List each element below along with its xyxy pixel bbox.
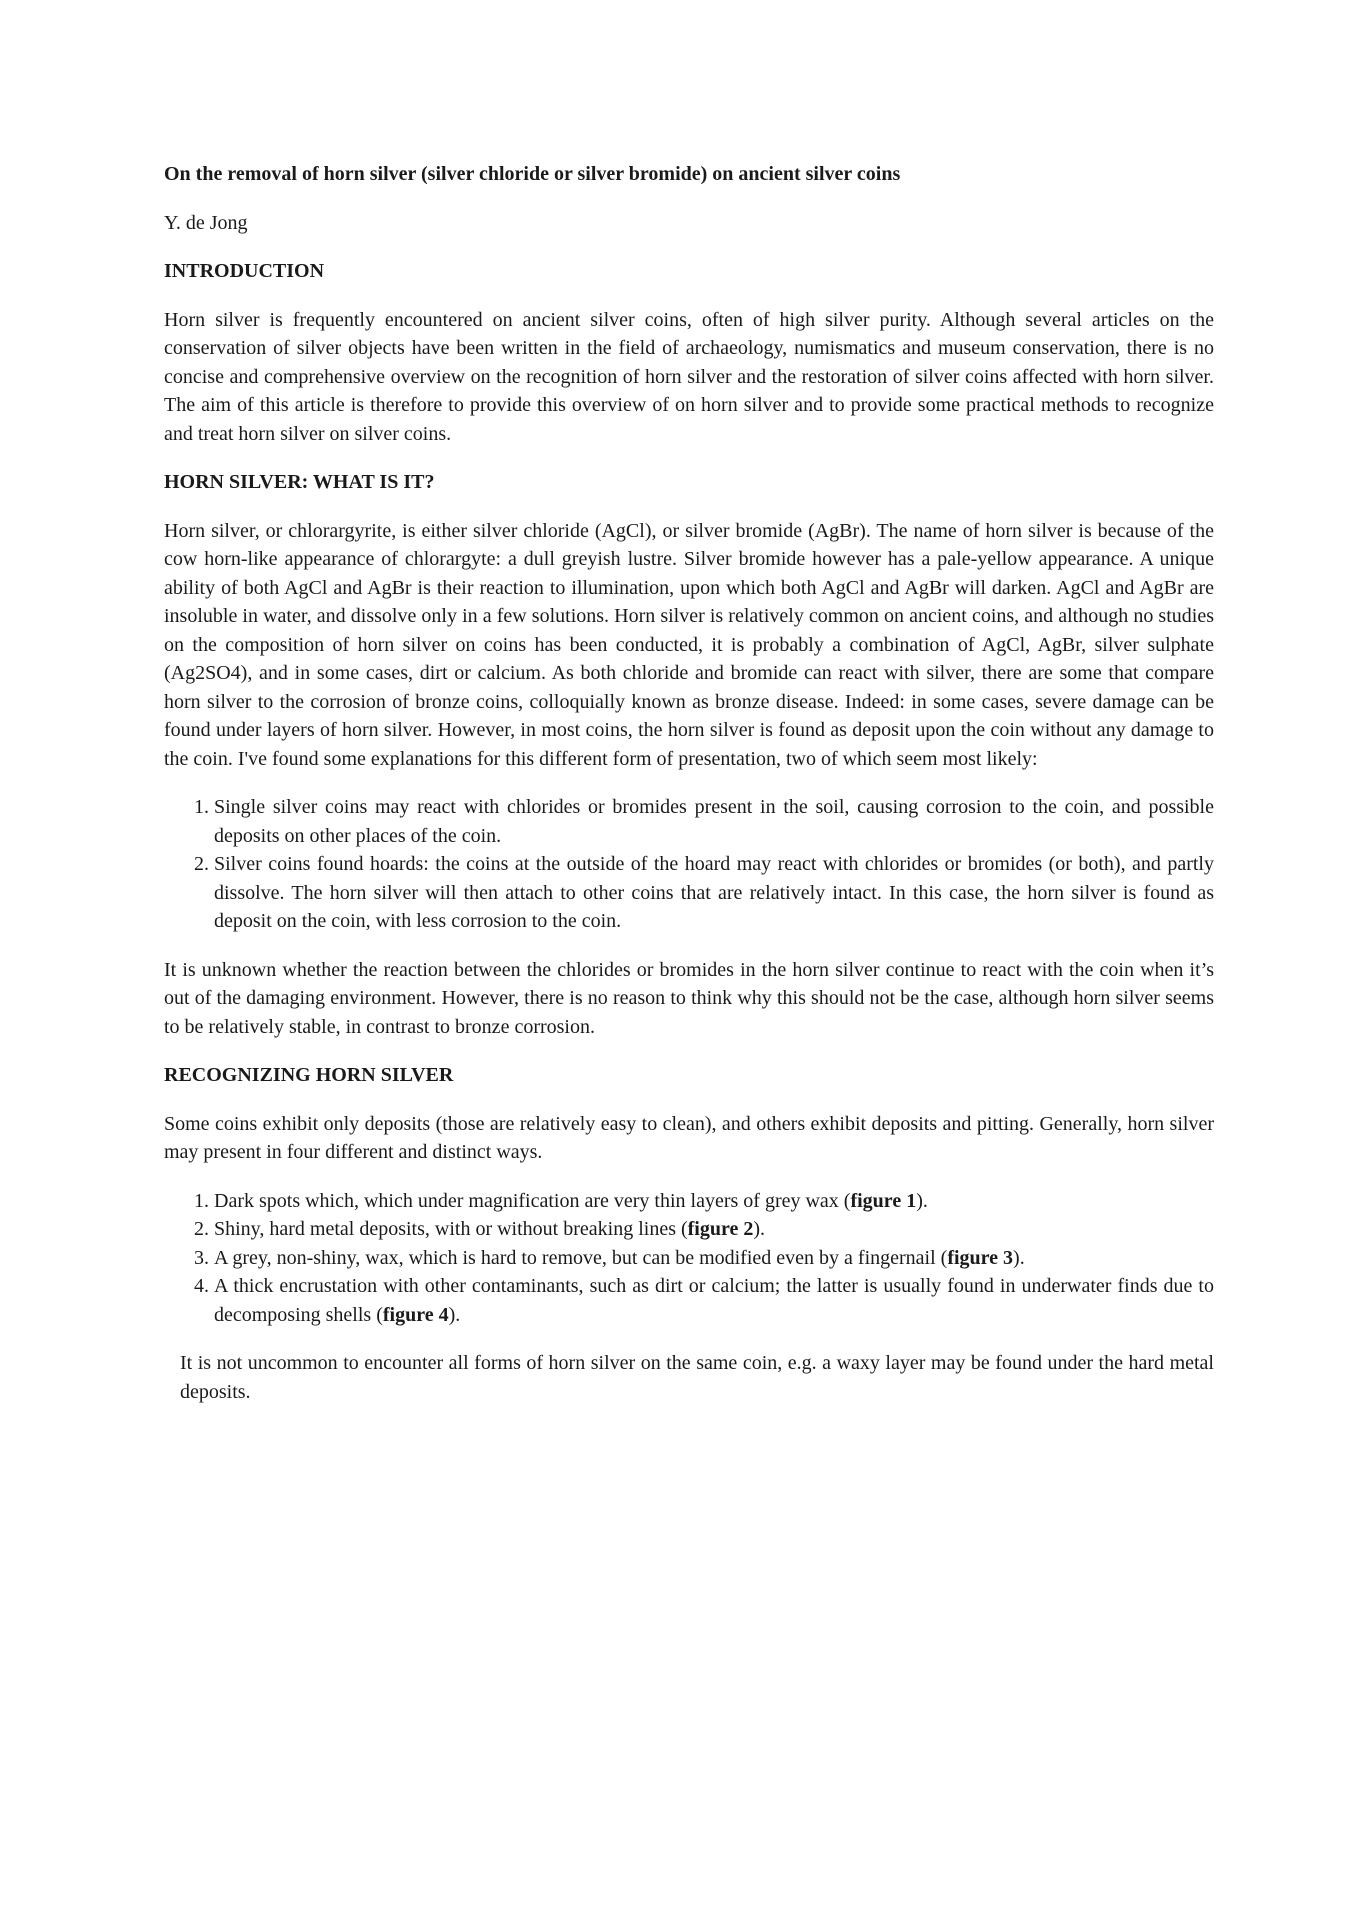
figure-reference: figure 1 [850, 1189, 917, 1212]
forms-list [164, 1187, 1214, 1330]
list-item [214, 1187, 1214, 1216]
list-item-end: ). [1013, 1246, 1025, 1269]
list-item-text: A grey, non-shiny, wax, which is hard to remove, but can be modified even by a fingernail ( [214, 1246, 948, 1269]
list-item-text: Dark spots which, which under magnification are very thin layers of grey wax ( [214, 1189, 851, 1212]
introduction-paragraph: Horn silver is frequently encountered on ancient silver coins, often of high silver purity. Although several articles on the conservation of silver objects have been written in the field of archaeology, numismatics and museum conservation, there is no concise and comprehensive overview on the recognition of horn silver and the restoration of silver coins affected with horn silver. The aim of this article is therefore to provide this overview of on horn silver and to provide some practical methods to recognize and treat horn silver on silver coins. [164, 308, 1214, 445]
figure-reference: figure 4 [382, 1303, 449, 1326]
list-item: 2. Silver coins found hoards: the coins at the outside of the hoard may react with chlorides or bromides (or both), and partly dissolve. The horn silver will then attach to other coins that are relatively intact. In this case, the horn silver is found as deposit on the coin, with less corrosion to the coin. [214, 850, 1214, 936]
list-item [214, 1215, 1214, 1244]
section-heading-recognizing: RECOGNIZING HORN SILVER [164, 1064, 454, 1086]
document-page [164, 160, 1214, 1426]
after-list-paragraph: It is unknown whether the reaction between the chlorides or bromides in the horn silver continue to react with the coin when it’s out of the damaging environment. However, there is no reason to think why this should not be the case, although horn silver seems to be relatively stable, in contrast to bronze corrosion. [164, 958, 1214, 1038]
document-title: On the removal of horn silver (silver chloride or silver bromide) on ancient silver coins [164, 163, 901, 185]
list-item-end: ). [448, 1303, 461, 1326]
section-heading-introduction: INTRODUCTION [164, 260, 325, 282]
figure-reference: figure 3 [947, 1246, 1014, 1269]
list-item-text: A thick encrustation with other contaminants, such as dirt or calcium; the latter is usually found in underwater finds due to decomposing shells ( [214, 1275, 1214, 1326]
list-item [214, 1244, 1214, 1273]
what-is-it-paragraph: Horn silver, or chlorargyrite, is either silver chloride (AgCl), or silver bromide (AgBr). The name of horn silver is because of the cow horn-like appearance of chlorargyte: a dull greyish lustre. Silver bromide however has a pale-yellow appearance. A unique ability of both AgCl and AgBr is their reaction to illumination, upon which both AgCl and AgBr will darken. AgCl and AgBr are insoluble in water, and dissolve only in a few solutions. Horn silver is relatively common on ancient coins, and although no studies on the composition of horn silver on coins has been conducted, it is probably a combination of AgCl, AgBr, silver sulphate (Ag2SO4), and in some cases, dirt or calcium. As both chloride and bromide can react with silver, there are some that compare horn silver to the corrosion of bronze coins, colloquially known as bronze disease. Indeed: in some cases, severe damage can be found under layers of horn silver. However, in most coins, the horn silver is found as deposit upon the coin without any damage to the coin. I've found some explanations for this different form of presentation, two of which seem most likely: [164, 519, 1214, 770]
recognizing-paragraph: Some coins exhibit only deposits (those are relatively easy to clean), and others exhibit deposits and pitting. Generally, horn silver may present in four different and distinct ways. [164, 1112, 1214, 1163]
section-heading-what-is-it: HORN SILVER: WHAT IS IT? [164, 471, 435, 493]
list-item: 1. Single silver coins may react with chlorides or bromides present in the soil, causing corrosion to the coin, and possible deposits on other places of the coin. [214, 793, 1214, 850]
author-name: Y. de Jong [164, 211, 248, 234]
list-item-end: ). [753, 1218, 766, 1240]
list-item-end: ). [916, 1189, 928, 1212]
figure-reference: figure 2 [687, 1218, 754, 1240]
explanations-list [164, 793, 1214, 936]
list-item-text: Shiny, hard metal deposits, with or without breaking lines ( [214, 1218, 688, 1240]
list-item [214, 1272, 1214, 1329]
closing-paragraph: It is not uncommon to encounter all forms of horn silver on the same coin, e.g. a waxy layer may be found under the hard metal deposits. [180, 1352, 1214, 1403]
